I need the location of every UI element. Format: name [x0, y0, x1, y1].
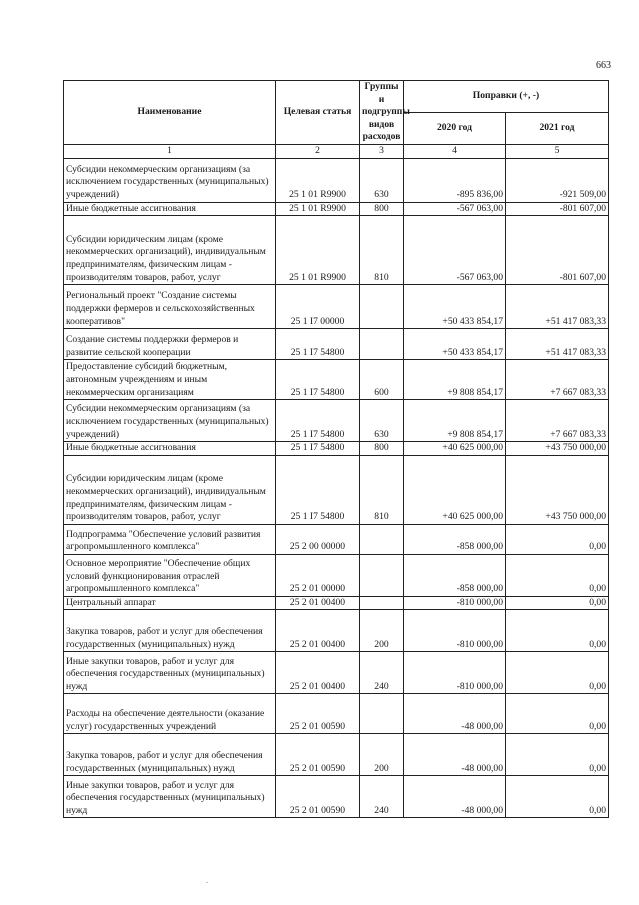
row-name: Создание системы поддержки фермеров и развитие сельской кооперации: [64, 329, 276, 360]
row-name: Субсидии юридическим лицам (кроме некоммерческих организаций), индивидуальным предпринимателям, физическим лицам - производителям товаров, работ, услуг: [64, 216, 276, 285]
row-value-2020: +9 808 854,17: [404, 360, 506, 400]
row-value-2020: -858 000,00: [404, 524, 506, 554]
row-value-2021: -801 607,00: [506, 202, 609, 216]
row-group-code: 630: [360, 400, 404, 442]
row-value-2021: 0,00: [506, 610, 609, 652]
row-name: Предоставление субсидий бюджетным, автономным учреждениям и иным некоммерческим организациям: [64, 360, 276, 400]
header-year-2021: 2021 год: [506, 112, 609, 144]
table-row: [64, 158, 609, 202]
row-value-2020: +9 808 854,17: [404, 400, 506, 442]
row-target-code: 25 2 01 00590: [276, 694, 360, 734]
row-group-code: [360, 329, 404, 360]
header-target-article: Целевая статья: [276, 81, 360, 145]
row-target-code: 25 1 01 R9900: [276, 216, 360, 285]
row-value-2021: 0,00: [506, 652, 609, 694]
row-target-code: 25 1 I7 54800: [276, 455, 360, 524]
row-value-2020: -567 063,00: [404, 216, 506, 285]
row-value-2020: -48 000,00: [404, 734, 506, 776]
row-target-code: 25 2 01 00590: [276, 734, 360, 776]
row-name: Иные закупки товаров, работ и услуг для обеспечения государственных (муниципальных) нужд: [64, 652, 276, 694]
row-value-2020: -48 000,00: [404, 776, 506, 818]
row-target-code: 25 2 00 00000: [276, 524, 360, 554]
row-name: Подпрограмма "Обеспечение условий развития агропромышленного комплекса": [64, 524, 276, 554]
table-row: [64, 554, 609, 596]
row-target-code: 25 1 I7 54800: [276, 400, 360, 442]
row-target-code: 25 1 01 R9900: [276, 158, 360, 202]
row-group-code: [360, 694, 404, 734]
row-name: Иные бюджетные ассигнования: [64, 442, 276, 456]
row-group-code: [360, 524, 404, 554]
row-value-2021: 0,00: [506, 734, 609, 776]
header-year-2020: 2020 год: [404, 112, 506, 144]
row-value-2021: +51 417 083,33: [506, 329, 609, 360]
table-row: [64, 776, 609, 818]
row-name: Субсидии юридическим лицам (кроме некоммерческих организаций), индивидуальным предпринимателям, физическим лицам - производителям товаров, работ, услуг: [64, 455, 276, 524]
table-row: [64, 202, 609, 216]
row-name: Иные закупки товаров, работ и услуг для обеспечения государственных (муниципальных) нужд: [64, 776, 276, 818]
row-name: Субсидии некоммерческим организациям (за исключением государственных (муниципальных) учреждений): [64, 158, 276, 202]
row-value-2021: 0,00: [506, 524, 609, 554]
row-name: Расходы на обеспечение деятельности (оказание услуг) государственных учреждений: [64, 694, 276, 734]
row-value-2020: -48 000,00: [404, 694, 506, 734]
row-value-2021: 0,00: [506, 596, 609, 610]
col-number: 5: [506, 144, 609, 158]
table-row: [64, 596, 609, 610]
row-group-code: 800: [360, 442, 404, 456]
row-target-code: 25 1 I7 54800: [276, 442, 360, 456]
row-name: Субсидии некоммерческим организациям (за исключением государственных (муниципальных) учреждений): [64, 400, 276, 442]
page-number: 663: [596, 60, 611, 71]
table-row: [64, 610, 609, 652]
row-value-2020: +40 625 000,00: [404, 455, 506, 524]
row-group-code: 600: [360, 360, 404, 400]
row-group-code: 240: [360, 652, 404, 694]
row-name: Иные бюджетные ассигнования: [64, 202, 276, 216]
row-value-2020: -810 000,00: [404, 596, 506, 610]
row-value-2020: +50 433 854,17: [404, 285, 506, 329]
row-value-2020: +50 433 854,17: [404, 329, 506, 360]
table-row: [64, 285, 609, 329]
table-row: [64, 455, 609, 524]
row-value-2020: -858 000,00: [404, 554, 506, 596]
row-group-code: 200: [360, 734, 404, 776]
row-group-code: [360, 554, 404, 596]
row-target-code: 25 2 01 00590: [276, 776, 360, 818]
row-target-code: 25 2 01 00400: [276, 596, 360, 610]
table-row: [64, 400, 609, 442]
row-value-2021: 0,00: [506, 776, 609, 818]
row-group-code: 810: [360, 216, 404, 285]
col-number: 4: [404, 144, 506, 158]
row-value-2021: 0,00: [506, 694, 609, 734]
table-row: [64, 360, 609, 400]
table-row: [64, 652, 609, 694]
row-group-code: 800: [360, 202, 404, 216]
row-value-2021: 0,00: [506, 554, 609, 596]
row-group-code: 200: [360, 610, 404, 652]
row-target-code: 25 1 I7 54800: [276, 360, 360, 400]
row-group-code: 630: [360, 158, 404, 202]
amendments-table: [63, 80, 609, 818]
row-target-code: 25 1 I7 54800: [276, 329, 360, 360]
row-target-code: 25 2 01 00000: [276, 554, 360, 596]
col-number: 2: [276, 144, 360, 158]
row-name: Центральный аппарат: [64, 596, 276, 610]
row-name: Региональный проект "Создание системы поддержки фермеров и сельскохозяйственных кооперативов": [64, 285, 276, 329]
row-value-2020: +40 625 000,00: [404, 442, 506, 456]
row-value-2021: +51 417 083,33: [506, 285, 609, 329]
row-value-2021: +43 750 000,00: [506, 442, 609, 456]
row-target-code: 25 2 01 00400: [276, 652, 360, 694]
row-value-2020: -567 063,00: [404, 202, 506, 216]
row-group-code: [360, 596, 404, 610]
row-name: Закупка товаров, работ и услуг для обеспечения государственных (муниципальных) нужд: [64, 734, 276, 776]
row-value-2021: -921 509,00: [506, 158, 609, 202]
header-name: Наименование: [64, 81, 276, 145]
table-row: [64, 442, 609, 456]
row-name: Основное мероприятие "Обеспечение общих условий функционирования отраслей агропромышленного комплекса": [64, 554, 276, 596]
col-number: 3: [360, 144, 404, 158]
row-value-2020: -810 000,00: [404, 652, 506, 694]
row-value-2020: -895 836,00: [404, 158, 506, 202]
footer-mark: .: [206, 876, 208, 885]
row-value-2021: -801 607,00: [506, 216, 609, 285]
row-group-code: [360, 285, 404, 329]
row-value-2021: +43 750 000,00: [506, 455, 609, 524]
table-row: [64, 694, 609, 734]
col-number: 1: [64, 144, 276, 158]
table-row: [64, 524, 609, 554]
header-amendments: Поправки (+, -): [404, 81, 609, 113]
row-target-code: 25 1 I7 00000: [276, 285, 360, 329]
row-value-2021: +7 667 083,33: [506, 400, 609, 442]
row-group-code: 240: [360, 776, 404, 818]
table-row: [64, 216, 609, 285]
row-name: Закупка товаров, работ и услуг для обеспечения государственных (муниципальных) нужд: [64, 610, 276, 652]
row-group-code: 810: [360, 455, 404, 524]
row-value-2020: -810 000,00: [404, 610, 506, 652]
row-target-code: 25 2 01 00400: [276, 610, 360, 652]
table-row: [64, 329, 609, 360]
row-value-2021: +7 667 083,33: [506, 360, 609, 400]
table-row: [64, 734, 609, 776]
header-groups: Группы и подгруппы видов расходов: [360, 81, 404, 145]
row-target-code: 25 1 01 R9900: [276, 202, 360, 216]
